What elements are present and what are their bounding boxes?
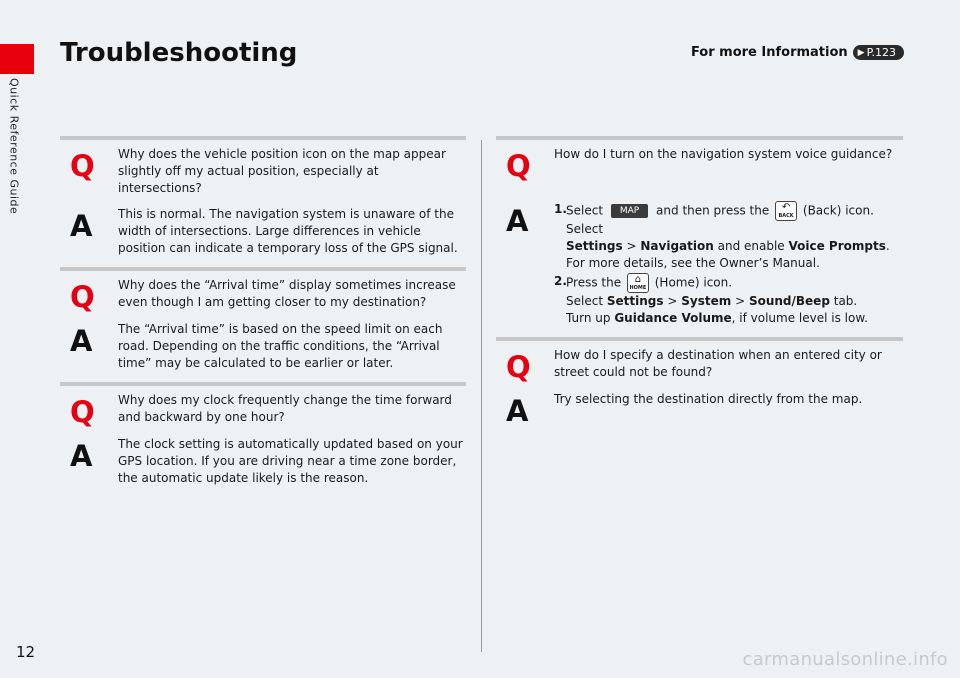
question-icon: Q: [70, 149, 95, 183]
answer-text: This is normal. The navigation system is unaware of the width of intersections. Large differences in vehicle position can indicate a temporary loss of the GPS signal.: [118, 207, 458, 255]
answer-icon: A: [70, 209, 93, 243]
left-column: [60, 136, 466, 497]
step-text: tab.: [833, 294, 858, 308]
page-ref-badge[interactable]: [853, 45, 904, 60]
answer-text: The “Arrival time” is based on the speed limit on each road. Depending on the traffic conditions, the “Arrival time” may be calculated to be earlier or later.: [118, 322, 443, 370]
step-text: Turn up: [566, 311, 611, 325]
question-row: [496, 347, 903, 382]
side-section-label: [2, 78, 26, 228]
qa-block: [60, 382, 466, 497]
menu-settings: Settings: [566, 239, 623, 253]
page-number: 12: [16, 643, 36, 661]
question-text: How do I specify a destination when an entered city or street could not be found?: [554, 348, 882, 379]
section-tab: [0, 44, 34, 74]
step-1: [554, 201, 903, 272]
menu-navigation: Navigation: [640, 239, 714, 253]
house-icon: ⌂: [634, 274, 642, 285]
question-icon: Q: [70, 280, 95, 314]
step-text: and then press the: [656, 203, 770, 218]
step-body: [566, 201, 903, 272]
answer-row: [496, 201, 903, 327]
menu-guidance-volume: Guidance Volume: [614, 311, 732, 325]
back-arrow-icon: ↶: [781, 202, 791, 213]
home-key-label: HOME: [629, 285, 647, 291]
path-separator: >: [626, 239, 637, 253]
step-body: [566, 273, 868, 327]
step-text: Select: [566, 203, 604, 218]
page-title: Troubleshooting: [60, 38, 298, 68]
answer-text: The clock setting is automatically updated based on your GPS location. If you are driving near a time zone border, the automatic update likely is the reason.: [118, 437, 463, 485]
step-text: (Back) icon. Select: [566, 203, 874, 236]
question-text: How do I turn on the navigation system voice guidance?: [554, 147, 893, 161]
step-text: .: [885, 239, 890, 253]
answer-icon: A: [70, 324, 93, 358]
question-row: [60, 146, 466, 197]
qa-block: [60, 267, 466, 382]
path-separator: >: [735, 294, 746, 308]
answer-steps: [554, 201, 903, 327]
home-key-icon: [627, 273, 649, 293]
answer-row: [496, 391, 903, 426]
step-text: and enable: [717, 239, 785, 253]
step-text: (Home) icon.: [654, 275, 733, 290]
answer-row: [60, 206, 466, 257]
menu-voice-prompts: Voice Prompts: [788, 239, 886, 253]
question-icon: Q: [506, 350, 531, 384]
step-text: Press the: [566, 275, 622, 290]
step-text: , if volume level is low.: [731, 311, 868, 325]
step-text: Select: [566, 294, 604, 308]
more-info[interactable]: [691, 45, 904, 60]
question-row: [496, 146, 903, 181]
step-note: For more details, see the Owner’s Manual.: [566, 256, 820, 270]
side-label-text: Quick Reference Guide: [7, 78, 21, 215]
path-separator: >: [667, 294, 678, 308]
column-divider: [481, 140, 482, 652]
back-key-label: BACK: [778, 213, 794, 219]
answer-text: Try selecting the destination directly from the map.: [554, 392, 863, 406]
menu-sound-beep: Sound/Beep: [748, 294, 830, 308]
more-info-label: For more Information: [690, 45, 848, 60]
step-number: 1.: [554, 202, 567, 216]
map-key: MAP: [611, 204, 648, 218]
step-number: 2.: [554, 274, 567, 288]
answer-icon: A: [506, 204, 529, 238]
qa-block: [496, 136, 903, 337]
page-ref-text: P.123: [866, 46, 896, 59]
question-text: Why does my clock frequently change the time forward and backward by one hour?: [118, 393, 452, 424]
right-column: [496, 136, 903, 436]
answer-icon: A: [70, 439, 93, 473]
answer-icon: A: [506, 394, 529, 428]
menu-system: System: [681, 294, 732, 308]
question-row: [60, 277, 466, 312]
question-row: [60, 392, 466, 427]
question-icon: Q: [70, 395, 95, 429]
question-text: Why does the vehicle position icon on the map appear slightly off my actual position, especially at intersections?: [118, 147, 446, 195]
question-icon: Q: [506, 149, 531, 183]
answer-row: [60, 436, 466, 487]
step-2: [554, 273, 903, 327]
qa-block: [496, 337, 903, 436]
watermark: carmanualsonline.info: [742, 649, 948, 670]
question-text: Why does the “Arrival time” display sometimes increase even though I am getting closer to my destination?: [118, 278, 456, 309]
back-key-icon: [775, 201, 797, 221]
answer-row: [60, 321, 466, 372]
menu-settings: Settings: [606, 294, 664, 308]
arrow-right-icon: ▶: [857, 47, 865, 58]
qa-block: [60, 136, 466, 267]
